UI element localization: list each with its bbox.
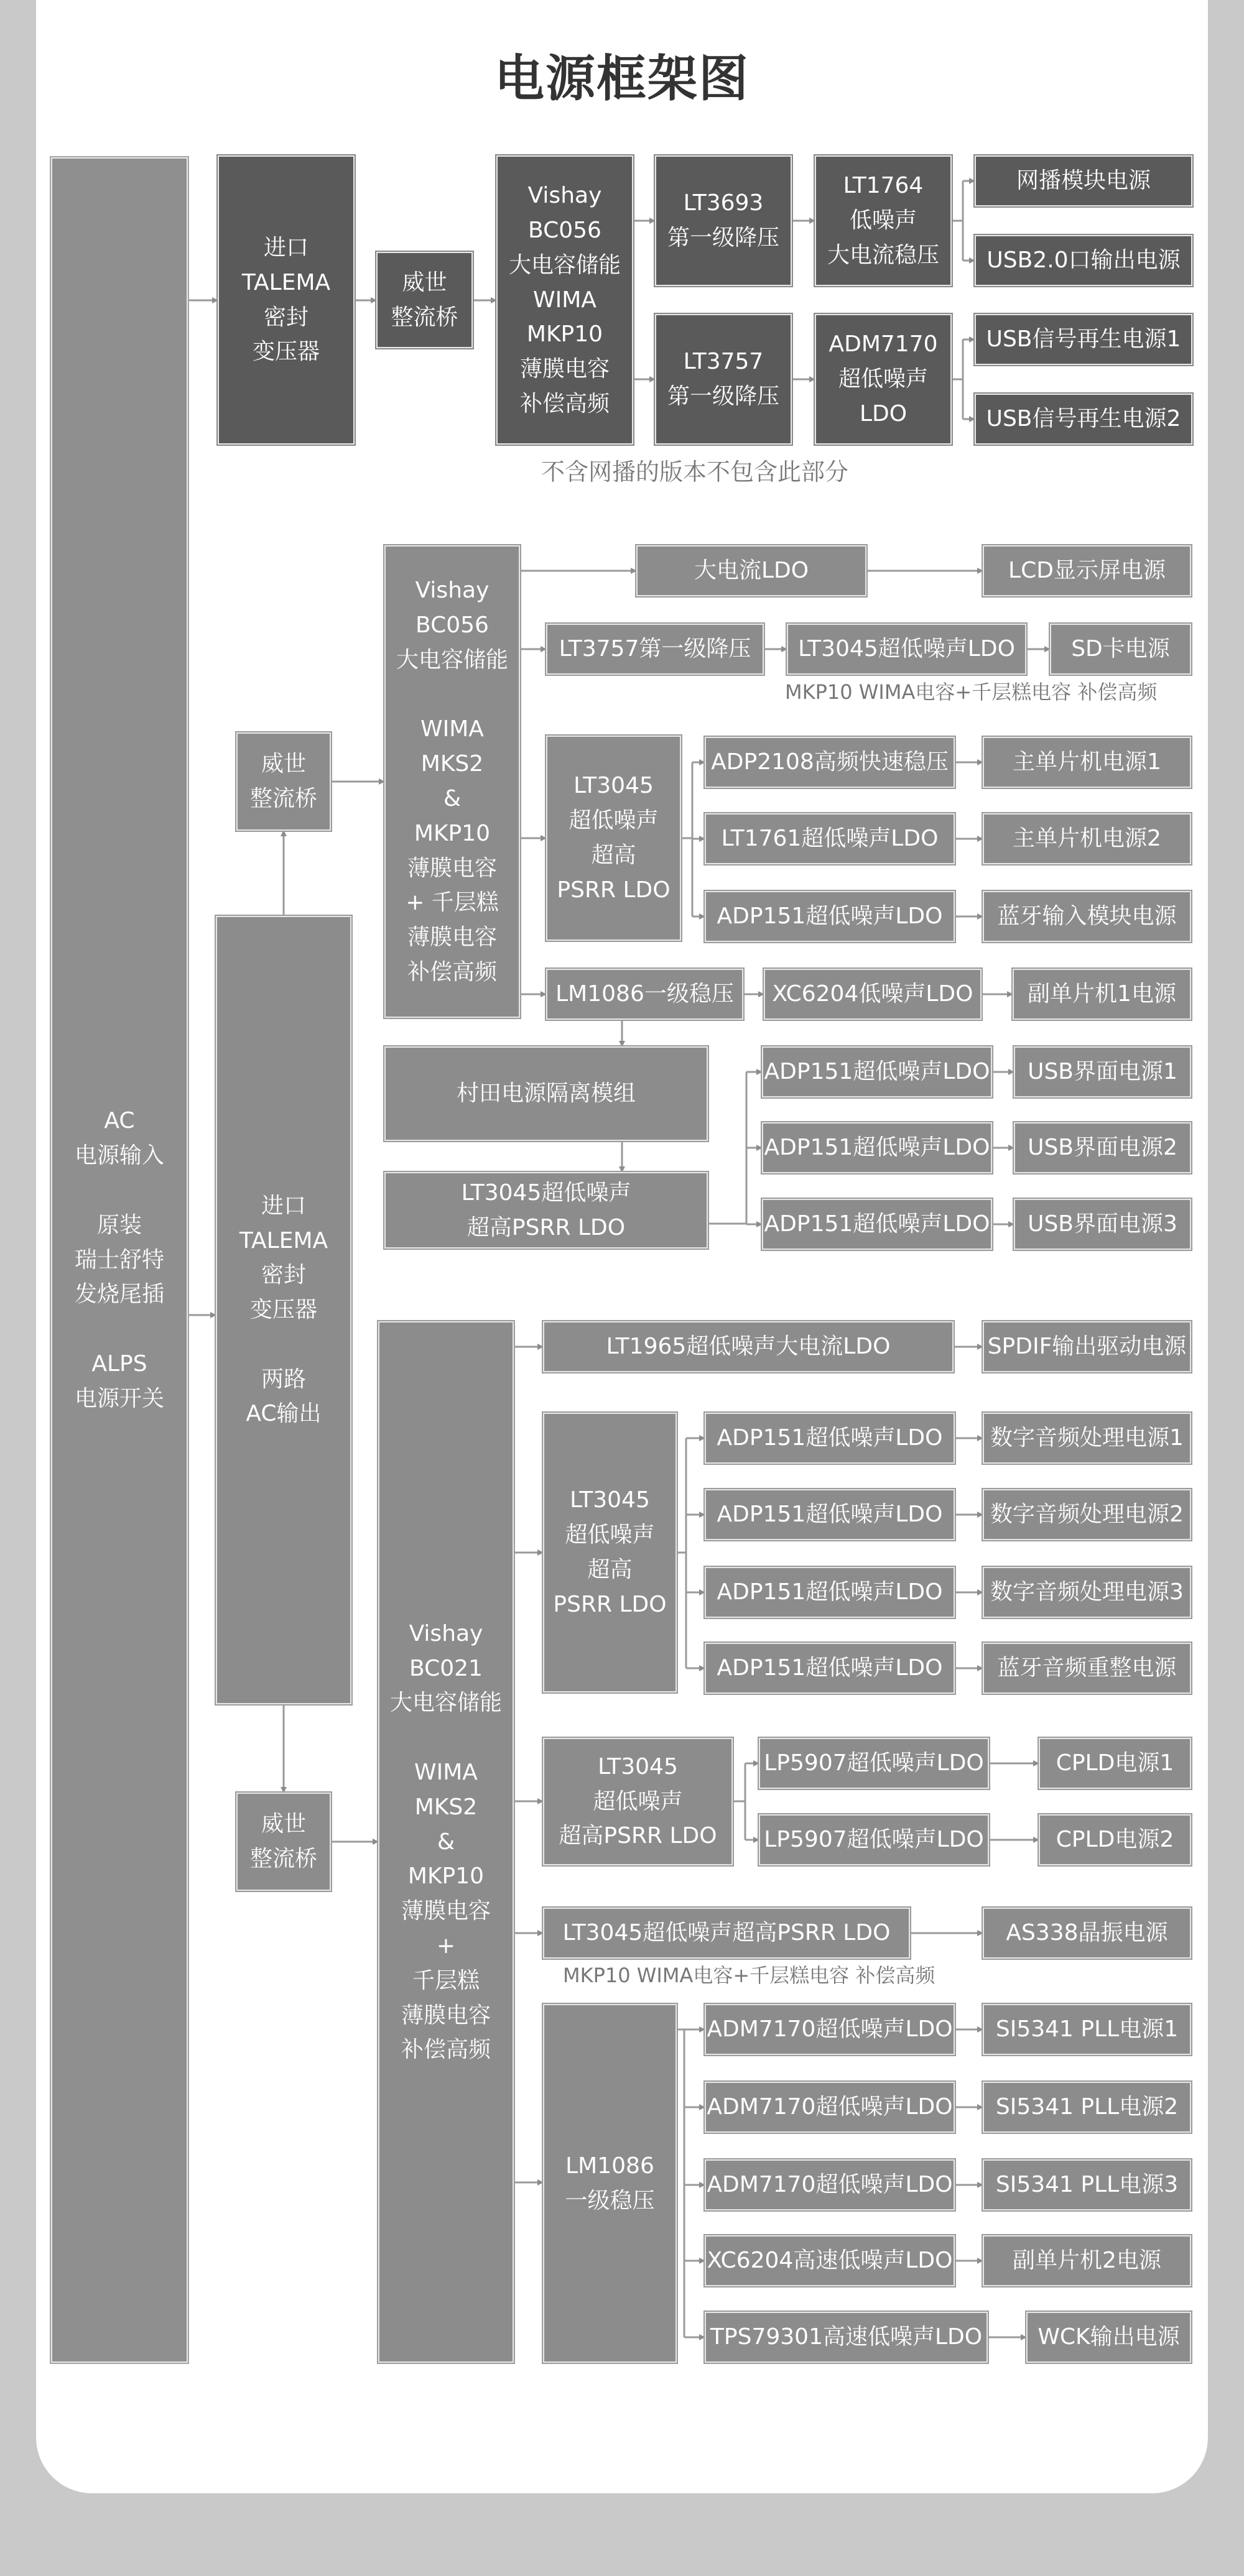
- lt3045-mcu-block: LT3045 超低噪声 超高 PSRR LDO: [546, 736, 681, 941]
- mkp10-note-a: MKP10 WIMA电容+千层糕电容 补偿高频: [785, 680, 1158, 704]
- adm7170-pll-ldo-3: ADM7170超低噪声LDO: [705, 2159, 955, 2210]
- si5341-pll-power-3: SI5341 PLL电源3: [983, 2159, 1191, 2210]
- bt-audio-recon-power: 蓝牙音频重整电源: [983, 1643, 1191, 1694]
- usb-interface-power-1: USB界面电源1: [1014, 1046, 1191, 1097]
- xc6204-ldo-b: XC6204高速低噪声LDO: [705, 2235, 955, 2286]
- murata-isolation-module: 村田电源隔离模组: [384, 1046, 708, 1141]
- sub-mcu-power-1: 副单片机1电源: [1013, 969, 1191, 1020]
- talema-transformer-1: 进口 TALEMA 密封 变压器: [218, 155, 355, 445]
- tps79301-ldo: TPS79301高速低噪声LDO: [705, 2312, 988, 2363]
- lt3045-dsp-block: LT3045 超低噪声 超高 PSRR LDO: [543, 1413, 677, 1692]
- mkp10-note-b: MKP10 WIMA电容+千层糕电容 补偿高频: [563, 1964, 935, 1987]
- lt3045-cpld-block: LT3045 超低噪声 超高PSRR LDO: [543, 1738, 733, 1865]
- adm7170-pll-ldo-1: ADM7170超低噪声LDO: [705, 2004, 955, 2055]
- network-module-power: 网播模块电源: [975, 155, 1192, 206]
- si5341-pll-power-1: SI5341 PLL电源1: [983, 2004, 1191, 2055]
- bt-input-module-power: 蓝牙输入模块电源: [983, 891, 1191, 942]
- si5341-pll-power-2: SI5341 PLL电源2: [983, 2082, 1191, 2133]
- spdif-driver-power: SPDIF输出驱动电源: [983, 1321, 1191, 1372]
- usb20-output-power: USB2.0口输出电源: [975, 235, 1192, 286]
- adp151-usb-ldo-3: ADP151超低噪声LDO: [762, 1199, 992, 1250]
- page-title: 电源框架图: [494, 50, 750, 108]
- vishay-bc021-block: Vishay BC021 大电容储能 WIMA MKS2 & MKP10 薄膜电容 + 千层糕 薄膜电容 补偿高频: [378, 1321, 514, 2363]
- lt3693-block: LT3693 第一级降压: [655, 155, 792, 286]
- vishay-bc056-block-b: Vishay BC056 大电容储能 WIMA MKS2 & MKP10 薄膜电容 + 千层糕 薄膜电容 补偿高频: [384, 545, 520, 1018]
- adp151-usb-ldo-1: ADP151超低噪声LDO: [762, 1046, 992, 1097]
- lcd-power: LCD显示屏电源: [983, 545, 1191, 596]
- usb-interface-power-2: USB界面电源2: [1014, 1122, 1191, 1173]
- no-network-note: 不含网播的版本不包含此部分: [541, 458, 849, 486]
- rectifier-bridge-1: 威世 整流桥: [376, 252, 473, 348]
- usb-interface-power-3: USB界面电源3: [1014, 1199, 1191, 1250]
- lt1761-ldo: LT1761超低噪声LDO: [705, 813, 955, 864]
- adp151-dsp-ldo-1: ADP151超低噪声LDO: [705, 1413, 955, 1464]
- xc6204-ldo-a: XC6204低噪声LDO: [764, 969, 982, 1020]
- wck-output-power: WCK输出电源: [1026, 2312, 1191, 2363]
- digital-audio-power-1: 数字音频处理电源1: [983, 1413, 1191, 1464]
- digital-audio-power-2: 数字音频处理电源2: [983, 1489, 1191, 1540]
- usb-regen-power-1: USB信号再生电源1: [975, 314, 1192, 365]
- lp5907-ldo-1: LP5907超低噪声LDO: [759, 1738, 989, 1789]
- lp5907-ldo-2: LP5907超低噪声LDO: [759, 1814, 989, 1865]
- lt3757-stage-b: LT3757第一级降压: [546, 624, 764, 675]
- lt3045-sd-ldo: LT3045超低噪声LDO: [787, 624, 1026, 675]
- lt1764-block: LT1764 低噪声 大电流稳压: [815, 155, 952, 286]
- cpld-power-1: CPLD电源1: [1039, 1738, 1191, 1789]
- sub-mcu-power-2: 副单片机2电源: [983, 2235, 1191, 2286]
- adp151-usb-ldo-2: ADP151超低噪声LDO: [762, 1122, 992, 1173]
- lt3045-as338-ldo: LT3045超低噪声超高PSRR LDO: [543, 1908, 910, 1959]
- lt3757-block-a: LT3757 第一级降压: [655, 314, 792, 445]
- talema-transformer-2: 进口 TALEMA 密封 变压器 两路 AC输出: [216, 916, 351, 1704]
- usb-regen-power-2: USB信号再生电源2: [975, 394, 1192, 445]
- vishay-bc056-block-a: Vishay BC056 大电容储能 WIMA MKP10 薄膜电容 补偿高频: [496, 155, 633, 445]
- adp2108-regulator: ADP2108高频快速稳压: [705, 737, 955, 788]
- lt1965-ldo: LT1965超低噪声大电流LDO: [543, 1321, 954, 1372]
- adp151-dsp-ldo-2: ADP151超低噪声LDO: [705, 1489, 955, 1540]
- main-mcu-power-1: 主单片机电源1: [983, 737, 1191, 788]
- ac-input-block: AC 电源输入 原装 瑞士舒特 发烧尾插 ALPS 电源开关: [51, 157, 188, 2363]
- rectifier-bridge-3: 威世 整流桥: [236, 1793, 331, 1891]
- big-current-ldo: 大电流LDO: [636, 545, 866, 596]
- rectifier-bridge-2: 威世 整流桥: [236, 732, 331, 831]
- sd-card-power: SD卡电源: [1050, 624, 1191, 675]
- adp151-bt-ldo: ADP151超低噪声LDO: [705, 891, 955, 942]
- lm1086-stage-b: LM1086 一级稳压: [543, 2004, 677, 2363]
- cpld-power-2: CPLD电源2: [1039, 1814, 1191, 1865]
- adp151-bt-recon-ldo: ADP151超低噪声LDO: [705, 1643, 955, 1694]
- lt3045-usb-block: LT3045超低噪声 超高PSRR LDO: [384, 1172, 708, 1249]
- adp151-dsp-ldo-3: ADP151超低噪声LDO: [705, 1567, 955, 1618]
- lm1086-stage-a: LM1086一级稳压: [546, 969, 743, 1020]
- as338-oscillator-power: AS338晶振电源: [983, 1908, 1191, 1959]
- adm7170-block-a: ADM7170 超低噪声 LDO: [815, 314, 952, 445]
- digital-audio-power-3: 数字音频处理电源3: [983, 1567, 1191, 1618]
- main-mcu-power-2: 主单片机电源2: [983, 813, 1191, 864]
- adm7170-pll-ldo-2: ADM7170超低噪声LDO: [705, 2082, 955, 2133]
